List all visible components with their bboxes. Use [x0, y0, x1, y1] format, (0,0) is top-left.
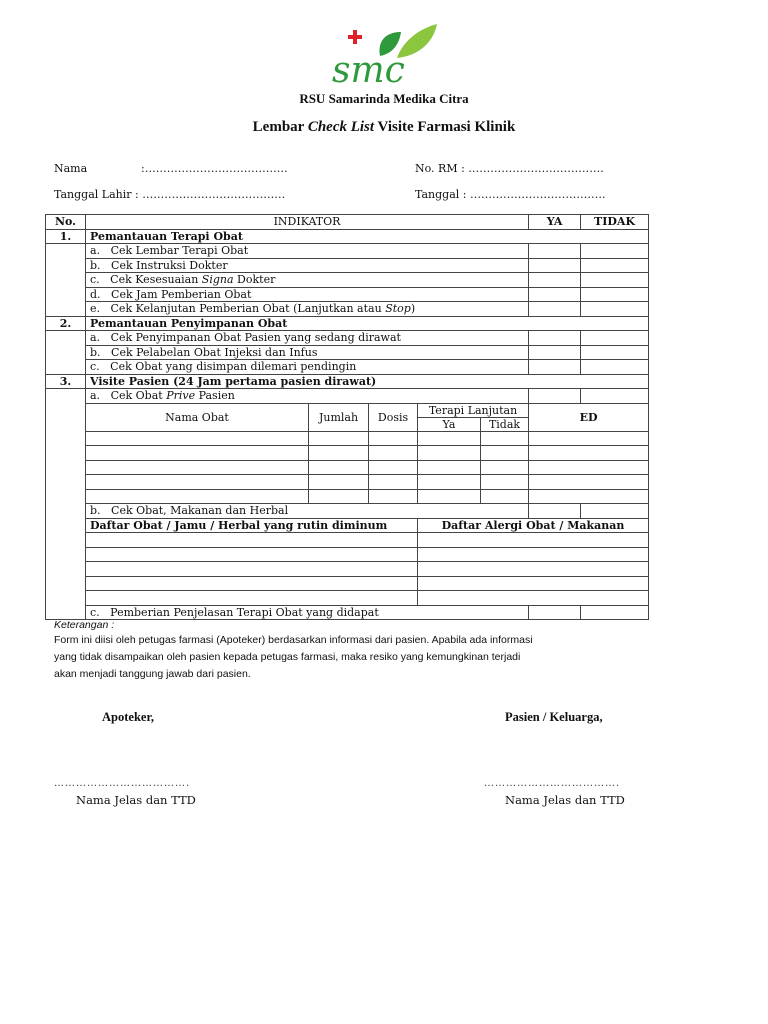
- empty-cell[interactable]: [418, 460, 481, 475]
- cell-text: Stop: [385, 302, 411, 316]
- smc-logo: [325, 18, 445, 90]
- table-row: [46, 302, 649, 317]
- pasien-title: Pasien / Keluarga,: [505, 710, 603, 724]
- cell-text: Cek Instruksi Dokter: [111, 258, 228, 272]
- col-no: No.: [46, 215, 86, 230]
- table-row: [46, 273, 649, 288]
- table-cell: [86, 345, 529, 360]
- empty-cell[interactable]: [309, 475, 369, 490]
- col-ya: YA: [529, 215, 581, 230]
- cell-text: c.: [90, 273, 100, 287]
- cell-text: Cek Jam Pemberian Obat: [111, 287, 252, 301]
- empty-cell[interactable]: [369, 460, 418, 475]
- empty-cell[interactable]: [86, 489, 309, 504]
- cell-text: Pemberian Penjelasan Terapi Obat yang didapat: [110, 605, 379, 619]
- nama-label: Nama: [54, 162, 88, 175]
- ya-checkbox[interactable]: [529, 287, 581, 302]
- col-nama-obat: Nama Obat: [86, 403, 309, 431]
- tidak-checkbox[interactable]: [581, 244, 649, 259]
- col-jumlah: Jumlah: [309, 403, 369, 431]
- table-cell: [86, 287, 529, 302]
- empty-cell[interactable]: [529, 446, 649, 461]
- drug-row: [46, 446, 649, 461]
- table-cell: [86, 331, 529, 346]
- apoteker-signature-line[interactable]: ……………………………….: [54, 778, 191, 789]
- blank-no-cell: [46, 244, 86, 317]
- keterangan-line-2: yang tidak disampaikan oleh pasien kepada petugas farmasi, maka resiko yang kemungkinan terjadi: [54, 651, 521, 663]
- ya-checkbox[interactable]: [529, 273, 581, 288]
- table-cell: [86, 302, 529, 317]
- ya-checkbox[interactable]: [529, 389, 581, 404]
- cell-text: Cek Obat, Makanan dan Herbal: [111, 504, 289, 518]
- tidak-checkbox[interactable]: [581, 605, 649, 620]
- empty-cell[interactable]: [86, 460, 309, 475]
- empty-cell[interactable]: [86, 591, 418, 606]
- cell-text: Cek Kelanjutan Pemberian Obat (Lanjutkan atau: [110, 302, 386, 316]
- hospital-name: RSU Samarinda Medika Citra: [299, 91, 469, 106]
- cell-text: b.: [90, 504, 101, 518]
- cell-text: Cek Pelabelan Obat Injeksi dan Infus: [111, 345, 318, 359]
- table-cell: [86, 244, 529, 259]
- col-tidak: TIDAK: [581, 215, 649, 230]
- norm-field[interactable]: No. RM : ……………………………….: [415, 162, 604, 175]
- empty-cell[interactable]: [309, 460, 369, 475]
- nama-field[interactable]: :…………………………………: [141, 162, 288, 175]
- section-1-row: [46, 229, 649, 244]
- empty-cell[interactable]: [86, 431, 309, 446]
- table-row: [46, 360, 649, 375]
- empty-cell[interactable]: [309, 489, 369, 504]
- keterangan-line-1: Form ini diisi oleh petugas farmasi (Apoteker) berdasarkan informasi dari pasien. Apabila ada informasi: [54, 634, 533, 646]
- col-terapi-ya: Ya: [418, 417, 481, 431]
- empty-cell[interactable]: [481, 446, 529, 461]
- empty-cell[interactable]: [369, 446, 418, 461]
- empty-cell[interactable]: [481, 460, 529, 475]
- table-row: [46, 504, 649, 519]
- ya-checkbox[interactable]: [529, 345, 581, 360]
- table-row: [46, 345, 649, 360]
- empty-cell[interactable]: [418, 547, 649, 562]
- list-row: [46, 533, 649, 548]
- pasien-caption: Nama Jelas dan TTD: [505, 793, 625, 807]
- apoteker-caption: Nama Jelas dan TTD: [76, 793, 196, 807]
- ya-checkbox[interactable]: [529, 605, 581, 620]
- cell-text: b.: [90, 345, 101, 359]
- empty-cell[interactable]: [309, 431, 369, 446]
- empty-cell[interactable]: [418, 576, 649, 591]
- table-row: [46, 258, 649, 273]
- list-row: [46, 576, 649, 591]
- empty-cell[interactable]: [86, 562, 418, 577]
- col-terapi-lanjutan: Terapi Lanjutan: [418, 403, 529, 417]
- cell-text: Cek Penyimpanan Obat Pasien yang sedang dirawat: [110, 331, 401, 345]
- cell-text: Pasien: [195, 389, 235, 403]
- ya-checkbox[interactable]: [529, 504, 581, 519]
- empty-cell[interactable]: [86, 533, 418, 548]
- tidak-checkbox[interactable]: [581, 389, 649, 404]
- empty-cell[interactable]: [418, 533, 649, 548]
- tidak-checkbox[interactable]: [581, 287, 649, 302]
- table-row: [46, 331, 649, 346]
- table-header-row: [46, 215, 649, 230]
- blank-no-cell: [46, 331, 86, 375]
- tidak-checkbox[interactable]: [581, 331, 649, 346]
- col-daftar-obat: Daftar Obat / Jamu / Herbal yang rutin diminum: [86, 518, 418, 533]
- empty-cell[interactable]: [529, 475, 649, 490]
- empty-cell[interactable]: [481, 475, 529, 490]
- empty-cell[interactable]: [418, 431, 481, 446]
- empty-cell[interactable]: [369, 431, 418, 446]
- empty-cell[interactable]: [529, 489, 649, 504]
- tidak-checkbox[interactable]: [581, 258, 649, 273]
- keterangan-line-3: akan menjadi tanggung jawab dari pasien.: [54, 668, 251, 680]
- cell-text: a.: [90, 331, 101, 345]
- section-number: 3.: [46, 374, 86, 389]
- table-cell: [86, 389, 529, 404]
- empty-cell[interactable]: [418, 446, 481, 461]
- section-title: Pemantauan Penyimpanan Obat: [86, 316, 649, 331]
- empty-cell[interactable]: [418, 562, 649, 577]
- col-daftar-alergi: Daftar Alergi Obat / Makanan: [418, 518, 649, 533]
- cell-text: Cek Obat: [110, 389, 167, 403]
- section-2-row: [46, 316, 649, 331]
- empty-cell[interactable]: [86, 547, 418, 562]
- pasien-signature-line[interactable]: ……………………………….: [484, 778, 621, 789]
- section-number: 1.: [46, 229, 86, 244]
- table-row: [46, 389, 649, 404]
- empty-cell[interactable]: [418, 489, 481, 504]
- cell-text: Cek Lembar Terapi Obat: [110, 244, 249, 258]
- col-indikator: INDIKATOR: [86, 215, 529, 230]
- cell-text: Dokter: [233, 273, 276, 287]
- table-cell: [86, 360, 529, 375]
- cell-text: a.: [90, 389, 101, 403]
- empty-cell[interactable]: [418, 591, 649, 606]
- drug-row: [46, 475, 649, 490]
- tidak-checkbox[interactable]: [581, 273, 649, 288]
- table-cell: [86, 605, 529, 620]
- logo-text: smc: [332, 50, 405, 90]
- list-row: [46, 591, 649, 606]
- empty-cell[interactable]: [369, 475, 418, 490]
- section-3-row: [46, 374, 649, 389]
- table-row: [46, 605, 649, 620]
- tidak-checkbox[interactable]: [581, 360, 649, 375]
- empty-cell[interactable]: [86, 446, 309, 461]
- cell-text: e.: [90, 302, 101, 316]
- cell-text: Cek Obat yang disimpan dilemari pendingin: [110, 360, 357, 374]
- cell-text: c.: [90, 605, 100, 619]
- ya-checkbox[interactable]: [529, 360, 581, 375]
- ya-checkbox[interactable]: [529, 244, 581, 259]
- keterangan-label: Keterangan :: [54, 619, 115, 631]
- tidak-checkbox[interactable]: [581, 504, 649, 519]
- table-cell: [86, 273, 529, 288]
- tidak-checkbox[interactable]: [581, 345, 649, 360]
- list-row: [46, 562, 649, 577]
- cell-text: Prive: [166, 389, 196, 403]
- drug-row: [46, 460, 649, 475]
- ya-checkbox[interactable]: [529, 258, 581, 273]
- empty-cell[interactable]: [481, 431, 529, 446]
- empty-cell[interactable]: [369, 489, 418, 504]
- cell-text: b.: [90, 258, 101, 272]
- col-terapi-tidak: Tidak: [481, 417, 529, 431]
- table-row: [46, 244, 649, 259]
- empty-cell[interactable]: [481, 489, 529, 504]
- ya-checkbox[interactable]: [529, 302, 581, 317]
- section-title: Pemantauan Terapi Obat: [86, 229, 649, 244]
- list-row: [46, 547, 649, 562]
- tanggal-field[interactable]: Tanggal : ……………………………….: [415, 188, 606, 201]
- cell-text: a.: [90, 244, 101, 258]
- sub-header-row: [46, 403, 649, 417]
- blank-no-cell: [46, 389, 86, 620]
- empty-cell[interactable]: [529, 460, 649, 475]
- empty-cell[interactable]: [86, 475, 309, 490]
- table-cell: [86, 504, 529, 519]
- cell-text: Cek Kesesuaian: [110, 273, 202, 287]
- drug-row: [46, 489, 649, 504]
- cell-text: d.: [90, 287, 101, 301]
- table-row: [46, 287, 649, 302]
- tidak-checkbox[interactable]: [581, 302, 649, 317]
- empty-cell[interactable]: [418, 475, 481, 490]
- empty-cell[interactable]: [86, 576, 418, 591]
- page-title: Lembar Check List Visite Farmasi Klinik: [252, 119, 516, 135]
- col-ed: ED: [529, 403, 649, 431]
- empty-cell[interactable]: [529, 431, 649, 446]
- empty-cell[interactable]: [309, 446, 369, 461]
- checklist-table: [45, 214, 649, 620]
- list-header-row: [46, 518, 649, 533]
- table-cell: [86, 258, 529, 273]
- apoteker-title: Apoteker,: [102, 710, 154, 724]
- col-dosis: Dosis: [369, 403, 418, 431]
- cell-text: ): [410, 302, 416, 316]
- section-title: Visite Pasien (24 Jam pertama pasien dirawat): [86, 374, 649, 389]
- tgl-lahir-field[interactable]: Tanggal Lahir : …………………………………: [54, 188, 286, 201]
- cell-text: Signa: [201, 273, 234, 287]
- ya-checkbox[interactable]: [529, 331, 581, 346]
- section-number: 2.: [46, 316, 86, 331]
- drug-row: [46, 431, 649, 446]
- cell-text: c.: [90, 360, 100, 374]
